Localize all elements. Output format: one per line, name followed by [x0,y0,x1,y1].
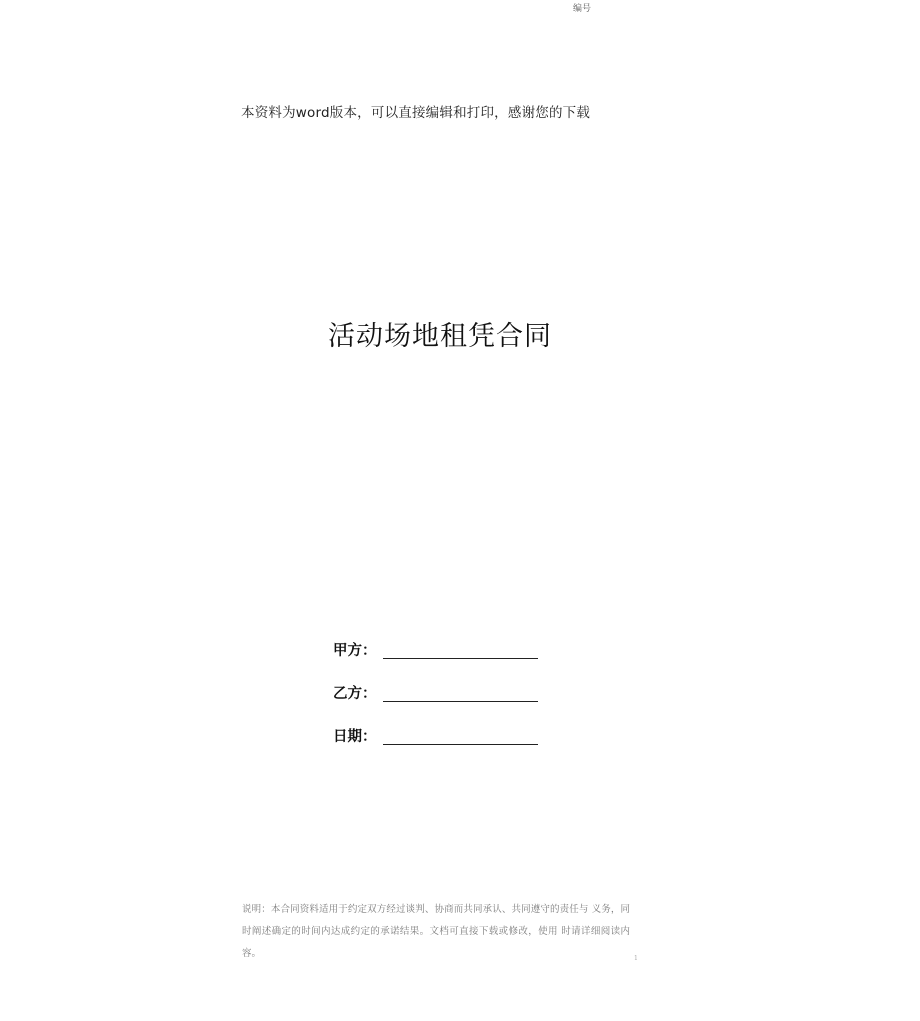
party-b-row [333,683,553,703]
party-b-label: 乙方： [333,686,377,702]
signature-block [333,640,553,769]
party-b-blank-line [383,685,538,702]
footer-disclaimer: 说明：本合同资料适用于约定双方经过谈判、协商而共同承认、共同遵守的责任与 义务，同时阐述确定的时间内达成约定的承诺结果。文档可直接下载或修改，使用 时请详细阅读内容。 [242,904,630,959]
party-a-blank-line [383,642,538,659]
page-number-mark: 1 [634,955,638,962]
date-blank-line [383,728,538,745]
party-a-row [333,640,553,660]
document-number-label: 编号 [573,4,592,14]
date-row [333,726,553,746]
page-title: 活动场地租凭合同 [328,321,552,352]
download-notice: 本资料为word版本，可以直接编辑和打印，感谢您的下载 [241,105,591,121]
party-a-label: 甲方： [333,643,377,659]
date-label: 日期： [333,729,377,745]
